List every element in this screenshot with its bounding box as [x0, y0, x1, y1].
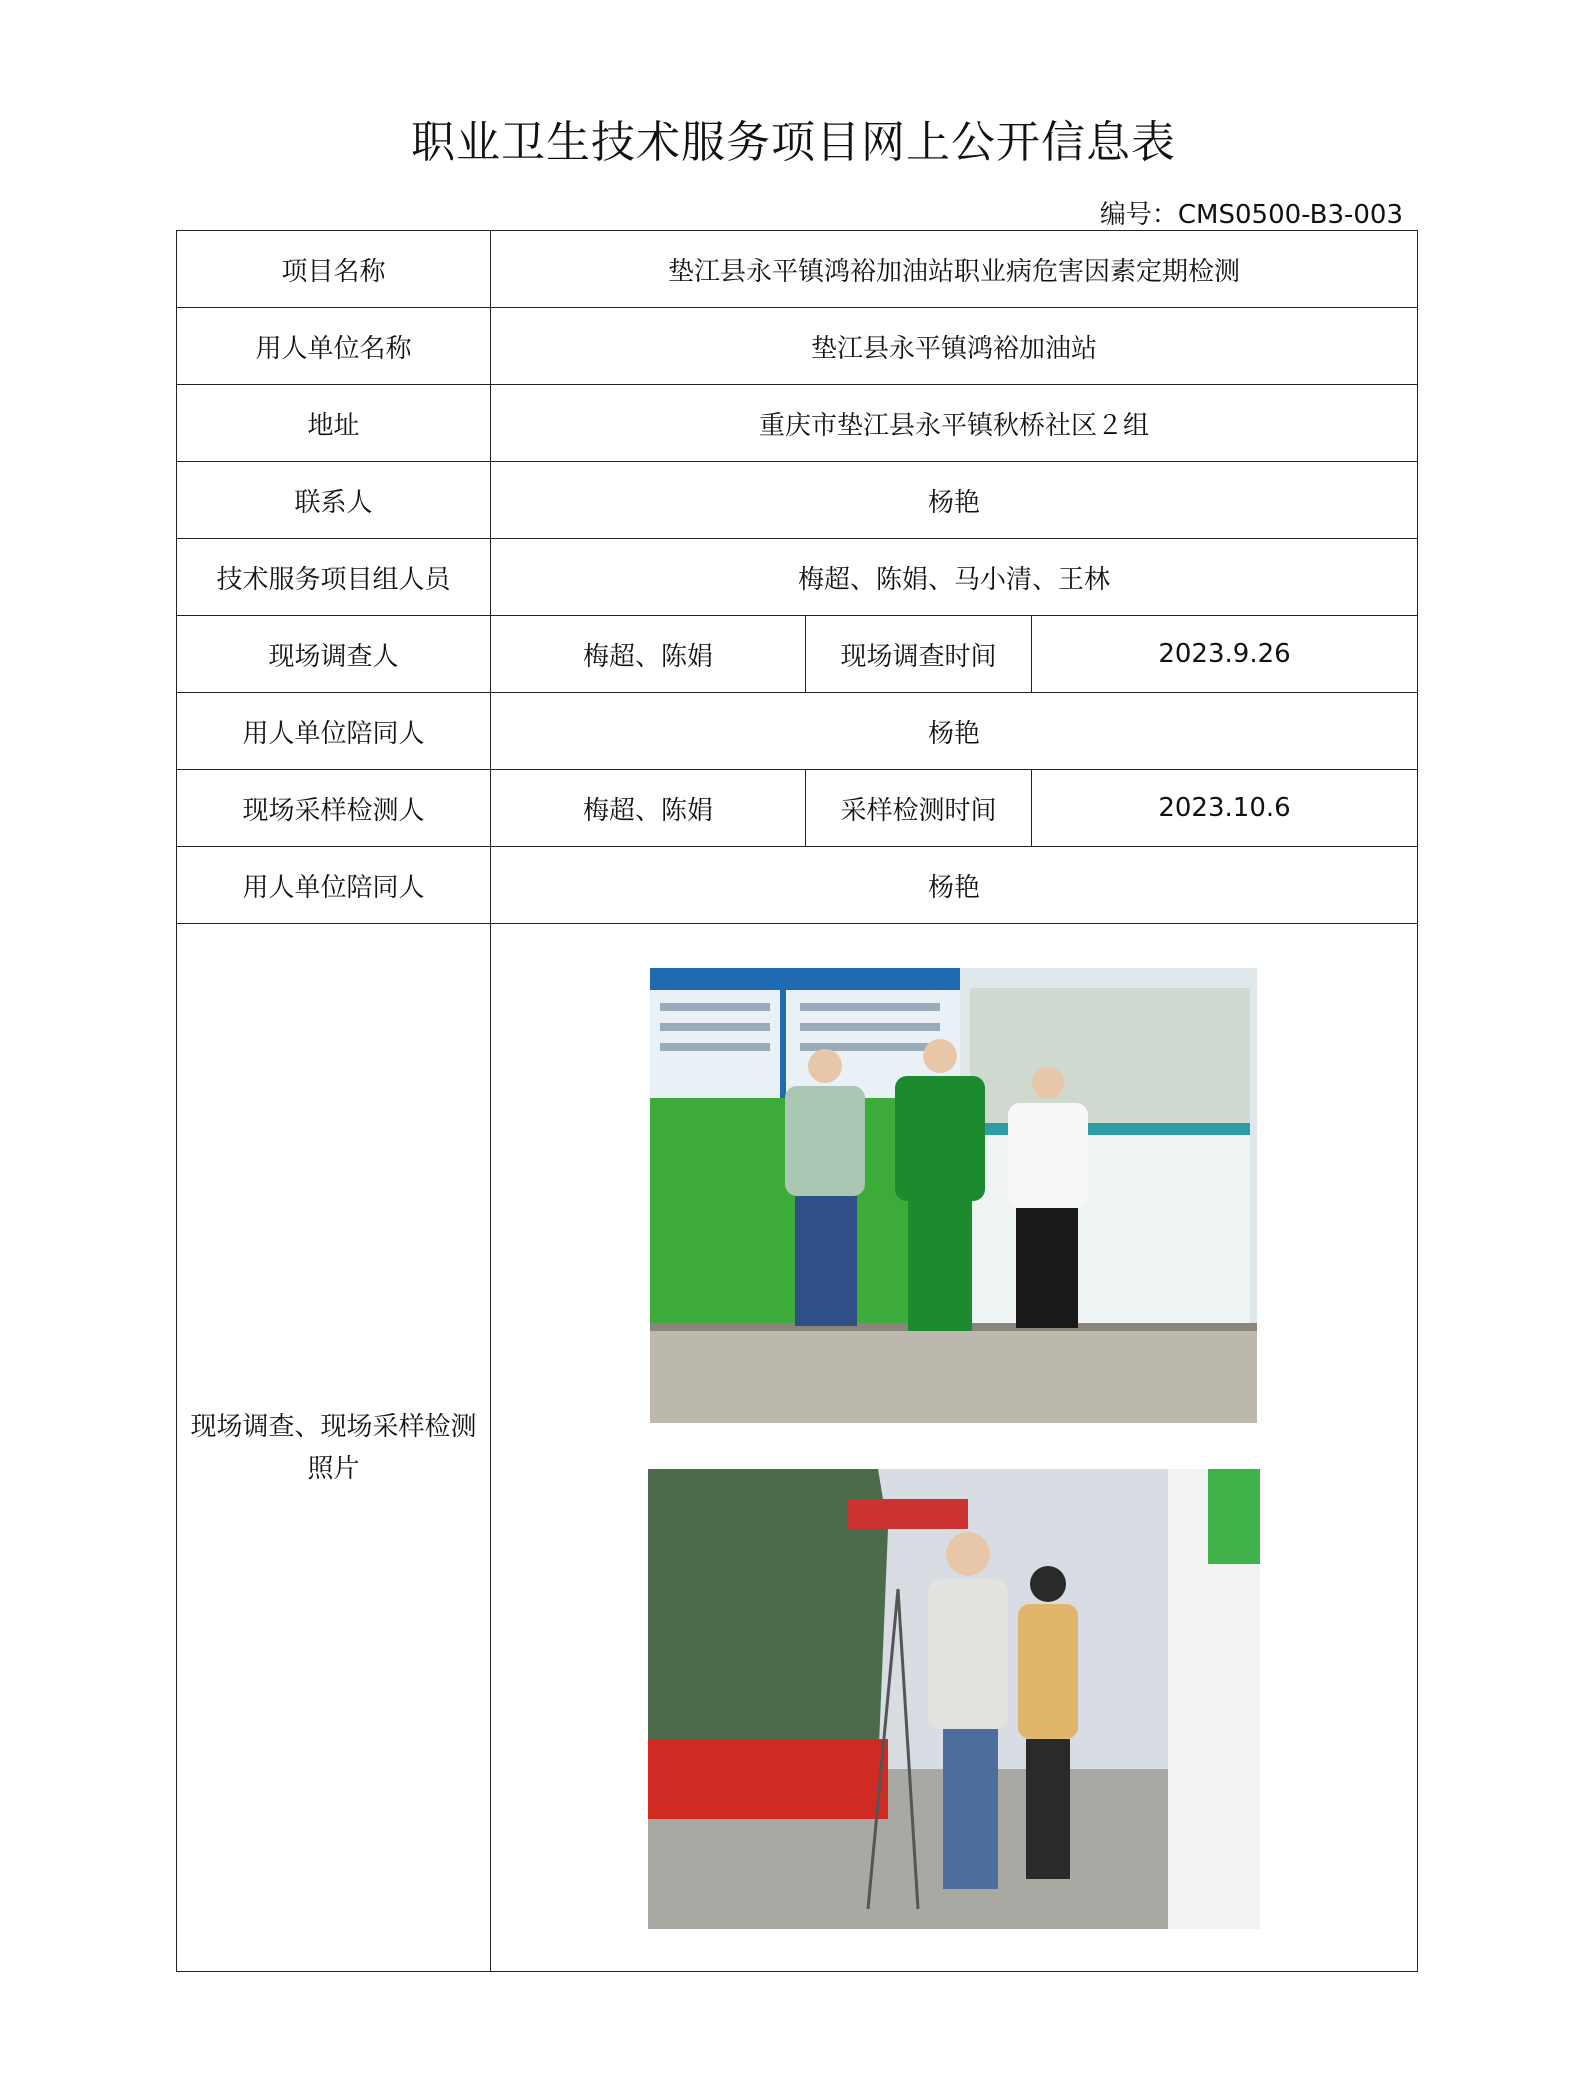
value-survey-person: 梅超、陈娟	[491, 616, 806, 693]
label-address: 地址	[177, 385, 491, 462]
info-table	[176, 230, 1418, 1972]
photos-container	[491, 924, 1417, 1971]
label-sampling-escort: 用人单位陪同人	[177, 847, 491, 924]
value-address: 重庆市垫江县永平镇秋桥社区２组	[491, 385, 1418, 462]
label-survey-person: 现场调查人	[177, 616, 491, 693]
value-sampling-time: 2023.10.6	[1032, 770, 1418, 847]
row-address	[177, 385, 1418, 462]
label-survey-escort: 用人单位陪同人	[177, 693, 491, 770]
label-contact: 联系人	[177, 462, 491, 539]
row-employer-name	[177, 308, 1418, 385]
document-number: 编号：CMS0500-B3-003	[1099, 200, 1403, 230]
value-contact: 杨艳	[491, 462, 1418, 539]
label-team: 技术服务项目组人员	[177, 539, 491, 616]
value-survey-escort: 杨艳	[491, 693, 1418, 770]
row-photos	[177, 924, 1418, 1972]
photos-cell	[491, 924, 1418, 1972]
sampling-photo	[648, 1469, 1260, 1929]
site-survey-photo-graphic	[650, 968, 1257, 1423]
page-title: 职业卫生技术服务项目网上公开信息表	[411, 117, 1176, 168]
sampling-photo-graphic	[648, 1469, 1260, 1929]
row-sampling	[177, 770, 1418, 847]
row-sampling-escort	[177, 847, 1418, 924]
row-project-name	[177, 231, 1418, 308]
label-project-name: 项目名称	[177, 231, 491, 308]
label-sampling-time: 采样检测时间	[806, 770, 1032, 847]
row-survey-escort	[177, 693, 1418, 770]
site-survey-photo	[650, 968, 1257, 1423]
row-contact	[177, 462, 1418, 539]
value-team: 梅超、陈娟、马小清、王林	[491, 539, 1418, 616]
label-employer-name: 用人单位名称	[177, 308, 491, 385]
row-survey	[177, 616, 1418, 693]
label-photos: 现场调查、现场采样检测照片	[177, 924, 491, 1972]
value-employer-name: 垫江县永平镇鸿裕加油站	[491, 308, 1418, 385]
value-sampling-escort: 杨艳	[491, 847, 1418, 924]
label-sampling-person: 现场采样检测人	[177, 770, 491, 847]
value-survey-time: 2023.9.26	[1032, 616, 1418, 693]
row-team	[177, 539, 1418, 616]
label-survey-time: 现场调查时间	[806, 616, 1032, 693]
value-sampling-person: 梅超、陈娟	[491, 770, 806, 847]
value-project-name: 垫江县永平镇鸿裕加油站职业病危害因素定期检测	[491, 231, 1418, 308]
